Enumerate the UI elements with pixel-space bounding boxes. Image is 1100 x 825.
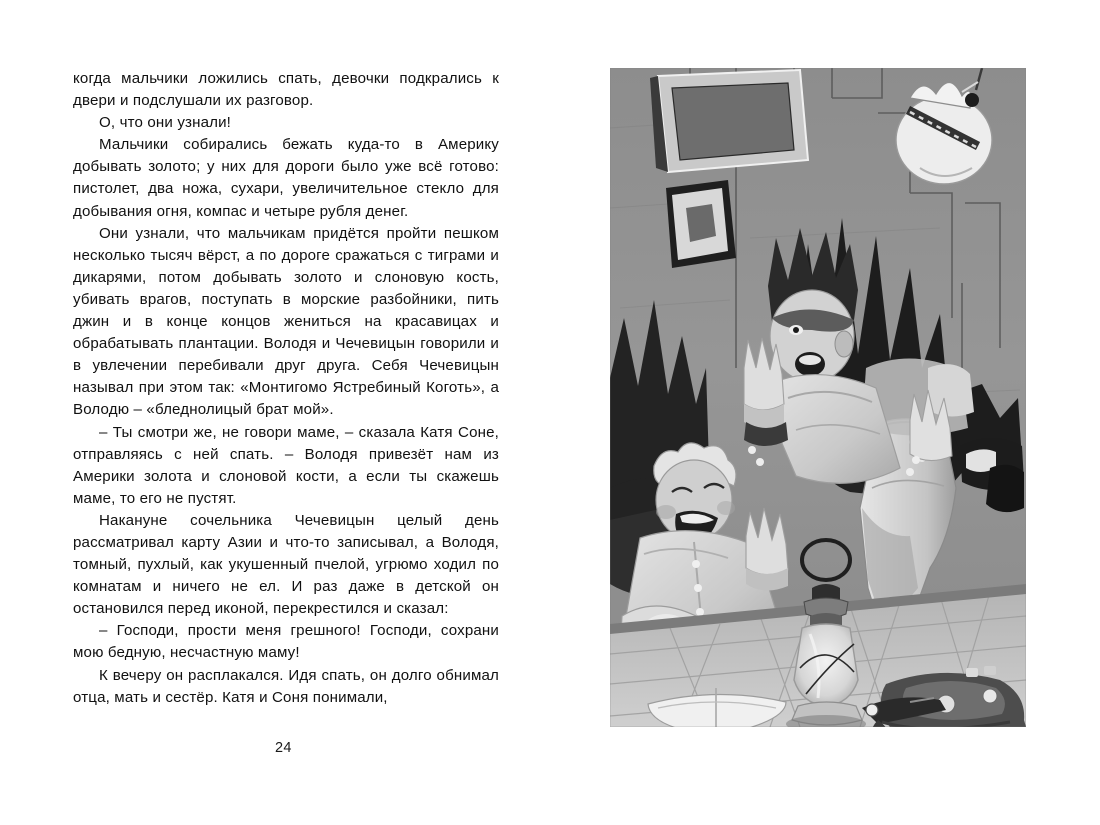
paragraph-4: Они узнали, что мальчикам придётся пройти пешком несколько тысяч вёрст, а по дороге сражаться с тиграми и дикарями, потом добывать золото и слоновую кость, убивать врагов, поступать в морские разбойники, пить джин и в конце концов жениться на красавицах и обрабатывать плантации. Володя и Чечевицын говорили и в увлечении перебивали друг друга. Себя Чечевицын называл при этом так: «Монтигомо Ястребиный Коготь», а Володю – «бледнолицый брат мой». xyxy=(73,224,499,419)
paragraph-1: когда мальчики ложились спать, девочки подкрались к двери и подслушали их разговор. xyxy=(73,70,499,110)
text-column xyxy=(73,68,499,709)
illustration xyxy=(610,68,1026,727)
paragraph-8: К вечеру он расплакался. Идя спать, он долго обнимал отца, мать и сестёр. Катя и Соня понимали, xyxy=(73,666,499,706)
tilted-picture-frame-large xyxy=(650,70,808,172)
paragraph-2: О, что они узнали! xyxy=(99,114,232,132)
raised-hand-left xyxy=(744,338,784,429)
paragraph-6: Накануне сочельника Чечевицын целый день рассматривал карту Азии и что-то записывал, а Володя, томный, пухлый, как укушенный пчелой, угрюмо ходил по комнатам и ничего не ел. И раз даже в детской он остановился перед иконой, перекрестился и сказал: xyxy=(73,511,499,618)
tilted-picture-frame-small xyxy=(666,180,736,268)
page-number: 24 xyxy=(275,740,292,756)
paragraph-7: – Господи, прости меня грешного! Господи, сохрани мою бедную, несчастную маму! xyxy=(73,622,499,662)
paragraph-3: Мальчики собирались бежать куда-то в Америку добывать золото; у них для дороги было уже всё готово: пистолет, два ножа, сухари, увеличительное стекло для добывания огня, компас и четыре рубля денег. xyxy=(73,136,499,220)
illustration-artwork xyxy=(610,68,1026,727)
paragraph-5: – Ты смотри же, не говори маме, – сказала Катя Соне, отправляясь с ней спать. – Володя привезёт нам из Америки золота и слоновой кости, а если ты скажешь маме, то его не пустят. xyxy=(73,423,499,507)
boy-raised-hand xyxy=(746,508,788,591)
